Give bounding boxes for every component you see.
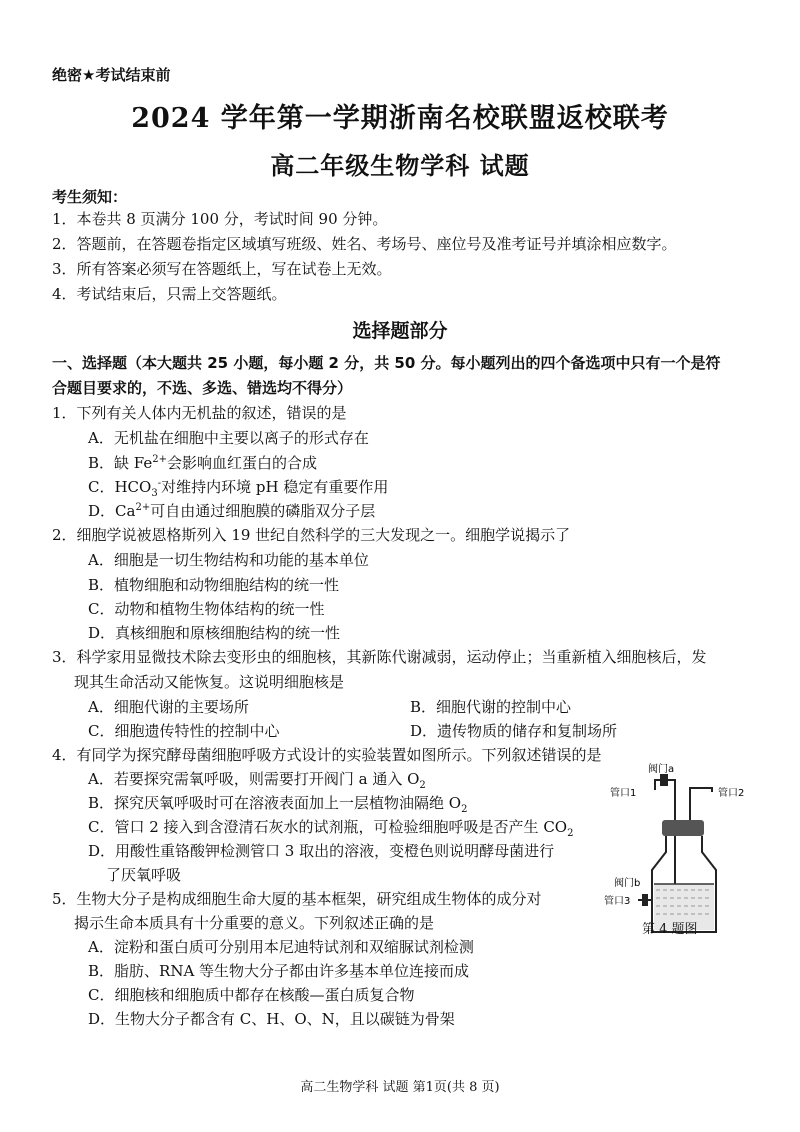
q3-option-c: C．细胞遗传特性的控制中心 [88, 722, 280, 740]
q5-option-a: A．淀粉和蛋白质可分别用本尼迪特试剂和双缩脲试剂检测 [88, 938, 474, 956]
confidential-label: 绝密★考试结束前 [52, 66, 171, 84]
label-port-1: 管口1 [610, 788, 637, 799]
q1-option-c: C．$HCO_3^-$对维持内环境 pH 稳定有重要作用 [88, 478, 389, 499]
q2-option-d: D．真核细胞和原核细胞结构的统一性 [88, 624, 341, 642]
q3-option-d: D．遗传物质的储存和复制场所 [410, 722, 618, 740]
question-5-stem: 5．生物大分子是构成细胞生命大厦的基本框架，研究组成生物体的成分对 [52, 890, 542, 908]
exam-title: 2024 学年第一学期浙南名校联盟返校联考 [131, 103, 669, 134]
notice-item: 3．所有答案必须写在答题纸上，写在试卷上无效。 [52, 260, 392, 278]
flask-apparatus-diagram [600, 762, 780, 940]
notice-heading: 考生须知： [52, 188, 128, 206]
q4-option-c: C．管口 2 接入到含澄清石灰水的试剂瓶，可检验细胞呼吸是否产生 $CO_2$ [88, 818, 574, 839]
q2-option-c: C．动物和植物生物体结构的统一性 [88, 600, 325, 618]
section-intro: 合题目要求的，不选、多选、错选均不得分） [52, 379, 353, 397]
q1-option-a: A．无机盐在细胞中主要以离子的形式存在 [88, 429, 369, 447]
page-footer: 高二生物学科 试题 第1页(共 8 页) [300, 1080, 500, 1095]
section-intro: 一、选择题（本大题共 25 小题，每小题 2 分，共 50 分。每小题列出的四个备选项中只有一个是符 [52, 354, 721, 372]
q4-option-b: B．探究厌氧呼吸时可在溶液表面加上一层植物油隔绝 $O_2$ [88, 794, 468, 815]
q4-option-d: D．用酸性重铬酸钾检测管口 3 取出的溶液，变橙色则说明酵母菌进行 [88, 842, 555, 860]
notice-item: 4．考试结束后，只需上交答题纸。 [52, 285, 287, 303]
question-5-stem-cont: 揭示生命本质具有十分重要的意义。下列叙述正确的是 [74, 914, 435, 932]
label-port-2: 管口2 [718, 788, 745, 799]
label-port-3: 管口3 [604, 896, 631, 907]
q5-option-b: B．脂肪、RNA 等生物大分子都由许多基本单位连接而成 [88, 962, 470, 980]
question-3-stem-cont: 现其生命活动又能恢复。这说明细胞核是 [74, 673, 345, 691]
q2-option-a: A．细胞是一切生物结构和功能的基本单位 [88, 551, 369, 569]
q4-apparatus-figure [600, 762, 780, 940]
question-4-stem: 4．有同学为探究酵母菌细胞呼吸方式设计的实验装置如图所示。下列叙述错误的是 [52, 746, 602, 764]
label-valve-a: 阀门a [648, 764, 675, 775]
section-title: 选择题部分 [352, 320, 448, 342]
q4-option-d-cont: 了厌氧呼吸 [106, 866, 182, 884]
question-2-stem: 2．细胞学说被恩格斯列入 19 世纪自然科学的三大发现之一。细胞学说揭示了 [52, 526, 571, 544]
q5-option-d: D．生物大分子都含有 C、H、O、N，且以碳链为骨架 [88, 1010, 455, 1028]
notice-item: 2．答题前，在答题卷指定区域填写班级、姓名、考场号、座位号及准考证号并填涂相应数字。 [52, 235, 677, 253]
q1-option-d: D．$Ca^{2+}$可自由通过细胞膜的磷脂双分子层 [88, 502, 376, 520]
question-3-stem: 3．科学家用显微技术除去变形虫的细胞核，其新陈代谢减弱，运动停止；当重新植入细胞核后，发 [52, 648, 707, 666]
q4-option-a: A．若要探究需氧呼吸，则需要打开阀门 a 通入 $O_2$ [88, 770, 426, 791]
question-1-stem: 1．下列有关人体内无机盐的叙述，错误的是 [52, 404, 347, 422]
label-valve-b: 阀门b [614, 878, 641, 889]
q2-option-b: B．植物细胞和动物细胞结构的统一性 [88, 576, 340, 594]
q3-option-b: B．细胞代谢的控制中心 [410, 698, 572, 716]
figure-caption: 第 4 题图 [642, 922, 698, 937]
exam-subtitle: 高二年级生物学科 试题 [270, 151, 530, 180]
q5-option-c: C．细胞核和细胞质中都存在核酸—蛋白质复合物 [88, 986, 415, 1004]
notice-item: 1．本卷共 8 页满分 100 分，考试时间 90 分钟。 [52, 210, 388, 228]
q1-option-b: B．缺 $Fe^{2+}$会影响血红蛋白的合成 [88, 454, 318, 472]
q3-option-a: A．细胞代谢的主要场所 [88, 698, 249, 716]
